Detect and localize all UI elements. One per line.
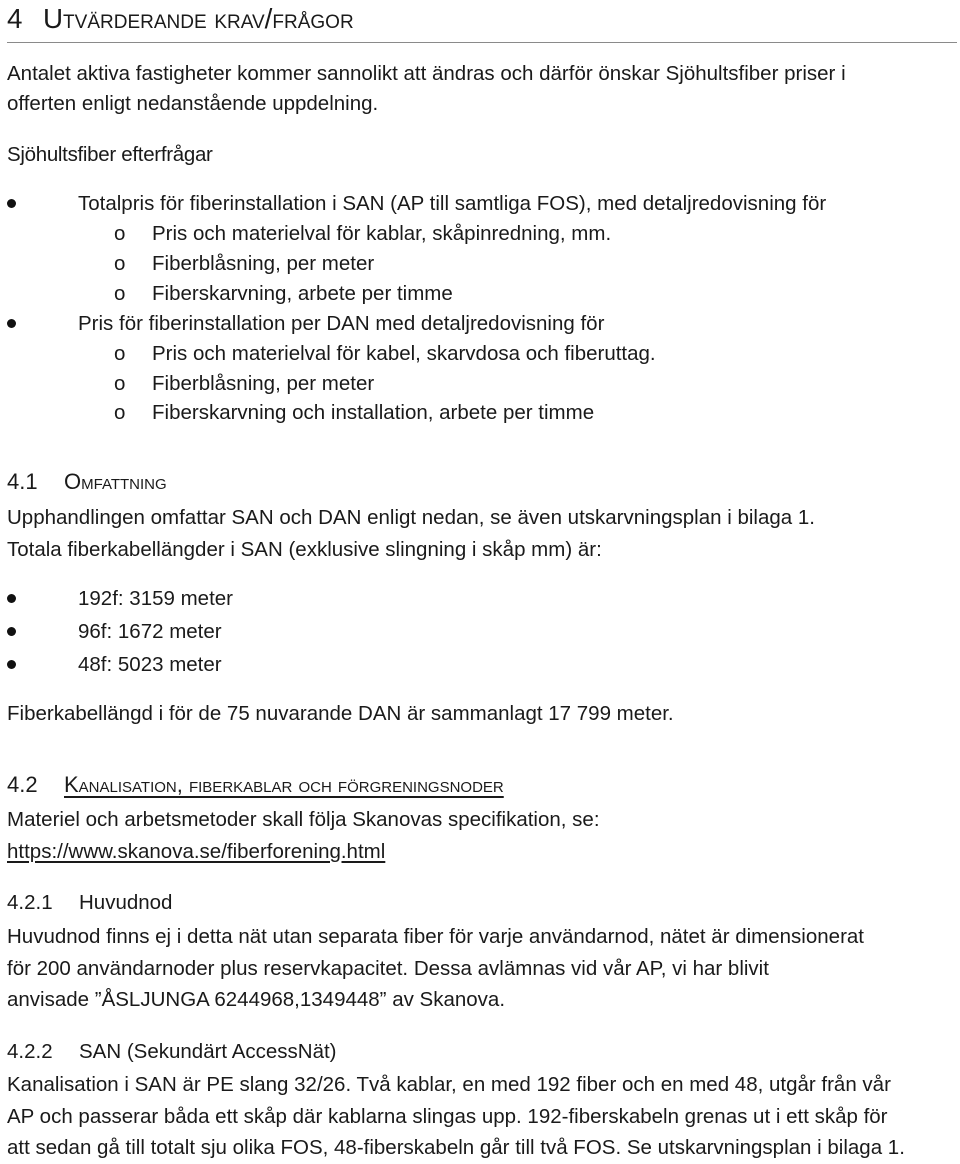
request-heading: Sjöhultsfiber efterfrågar xyxy=(7,143,213,166)
sub-list-item-text: Fiberskarvning och installation, arbete per timme xyxy=(152,401,595,424)
list-item-text: 96f: 1672 meter xyxy=(78,620,222,643)
bullet-icon xyxy=(7,660,16,669)
san-line-3: att sedan gå till totalt sju olika FOS, 48-fiberskabeln går till två FOS. Se utskarvningsplan i bilaga 1. xyxy=(7,1136,905,1159)
section-4-2-1-heading xyxy=(7,888,172,918)
sub-list-item-text: Pris och materielval för kablar, skåpinredning, mm. xyxy=(152,222,612,245)
section-4-2-heading xyxy=(7,770,504,800)
section-4-title: Utvärderande krav/frågor xyxy=(43,3,354,34)
san-line-1: Kanalisation i SAN är PE slang 32/26. Två kablar, en med 192 fiber och en med 48, utgår från vår xyxy=(7,1073,891,1096)
bullet-icon xyxy=(7,627,16,636)
sub-bullet-marker: o xyxy=(114,401,126,424)
section-4-1-number: 4.1 xyxy=(7,469,38,494)
sub-list-item-text: Fiberskarvning, arbete per timme xyxy=(152,282,453,305)
list-item-text: 48f: 5023 meter xyxy=(78,653,222,676)
section-4-2-1-title: Huvudnod xyxy=(79,891,173,914)
sub-list-item-text: Fiberblåsning, per meter xyxy=(152,252,375,275)
sub-bullet-marker: o xyxy=(114,372,126,395)
sub-list-item-text: Fiberblåsning, per meter xyxy=(152,372,375,395)
sub-bullet-marker: o xyxy=(114,252,126,275)
intro-line-2: offerten enligt nedanstående uppdelning. xyxy=(7,92,379,115)
intro-line-1: Antalet aktiva fastigheter kommer sannolikt att ändras och därför önskar Sjöhultsfiber priser i xyxy=(7,62,846,85)
sub-bullet-marker: o xyxy=(114,282,126,305)
section-4-2-title: Kanalisation, fiberkablar och förgreningsnoder xyxy=(64,772,504,797)
bullet-icon xyxy=(7,594,16,603)
section-4-heading xyxy=(7,2,957,43)
san-line-2: AP och passerar båda ett skåp där kablarna slingas upp. 192-fiberskabeln grenas ut i ett skåp för xyxy=(7,1105,888,1128)
list-item-text: 192f: 3159 meter xyxy=(78,587,233,610)
section-4-number: 4 xyxy=(7,3,23,34)
spec-text: Materiel och arbetsmetoder skall följa Skanovas specifikation, se: xyxy=(7,808,600,831)
sub-list-item-text: Pris och materielval för kabel, skarvdosa och fiberuttag. xyxy=(152,342,656,365)
section-4-2-2-heading xyxy=(7,1037,337,1067)
scope-line-1: Upphandlingen omfattar SAN och DAN enligt nedan, se även utskarvningsplan i bilaga 1. xyxy=(7,506,815,529)
section-4-1-heading xyxy=(7,467,167,497)
huvudnod-line-2: för 200 användarnoder plus reservkapacitet. Dessa avlämnas vid vår AP, vi har blivit xyxy=(7,957,769,980)
spec-link-line xyxy=(7,836,385,867)
section-4-2-number: 4.2 xyxy=(7,772,38,797)
section-4-2-2-title: SAN (Sekundärt AccessNät) xyxy=(79,1040,337,1063)
huvudnod-line-3: anvisade ”ÅSLJUNGA 6244968,1349448” av Skanova. xyxy=(7,988,506,1011)
huvudnod-line-1: Huvudnod finns ej i detta nät utan separata fiber för varje användarnod, nätet är dimensionerat xyxy=(7,925,864,948)
scope-line-2: Totala fiberkabellängder i SAN (exklusive slingning i skåp mm) är: xyxy=(7,538,602,561)
list-item-text: Pris för fiberinstallation per DAN med detaljredovisning för xyxy=(78,312,605,335)
dan-total-text: Fiberkabellängd i för de 75 nuvarande DAN är sammanlagt 17 799 meter. xyxy=(7,702,674,725)
section-4-2-1-number: 4.2.1 xyxy=(7,891,53,914)
sub-bullet-marker: o xyxy=(114,342,126,365)
section-4-1-title: Omfattning xyxy=(64,469,167,494)
skanova-link[interactable]: https://www.skanova.se/fiberforening.html xyxy=(7,840,386,863)
sub-bullet-marker: o xyxy=(114,222,126,245)
section-4-2-2-number: 4.2.2 xyxy=(7,1040,53,1063)
list-item-text: Totalpris för fiberinstallation i SAN (AP till samtliga FOS), med detaljredovisning för xyxy=(78,192,827,215)
bullet-icon xyxy=(7,199,16,208)
bullet-icon xyxy=(7,319,16,328)
